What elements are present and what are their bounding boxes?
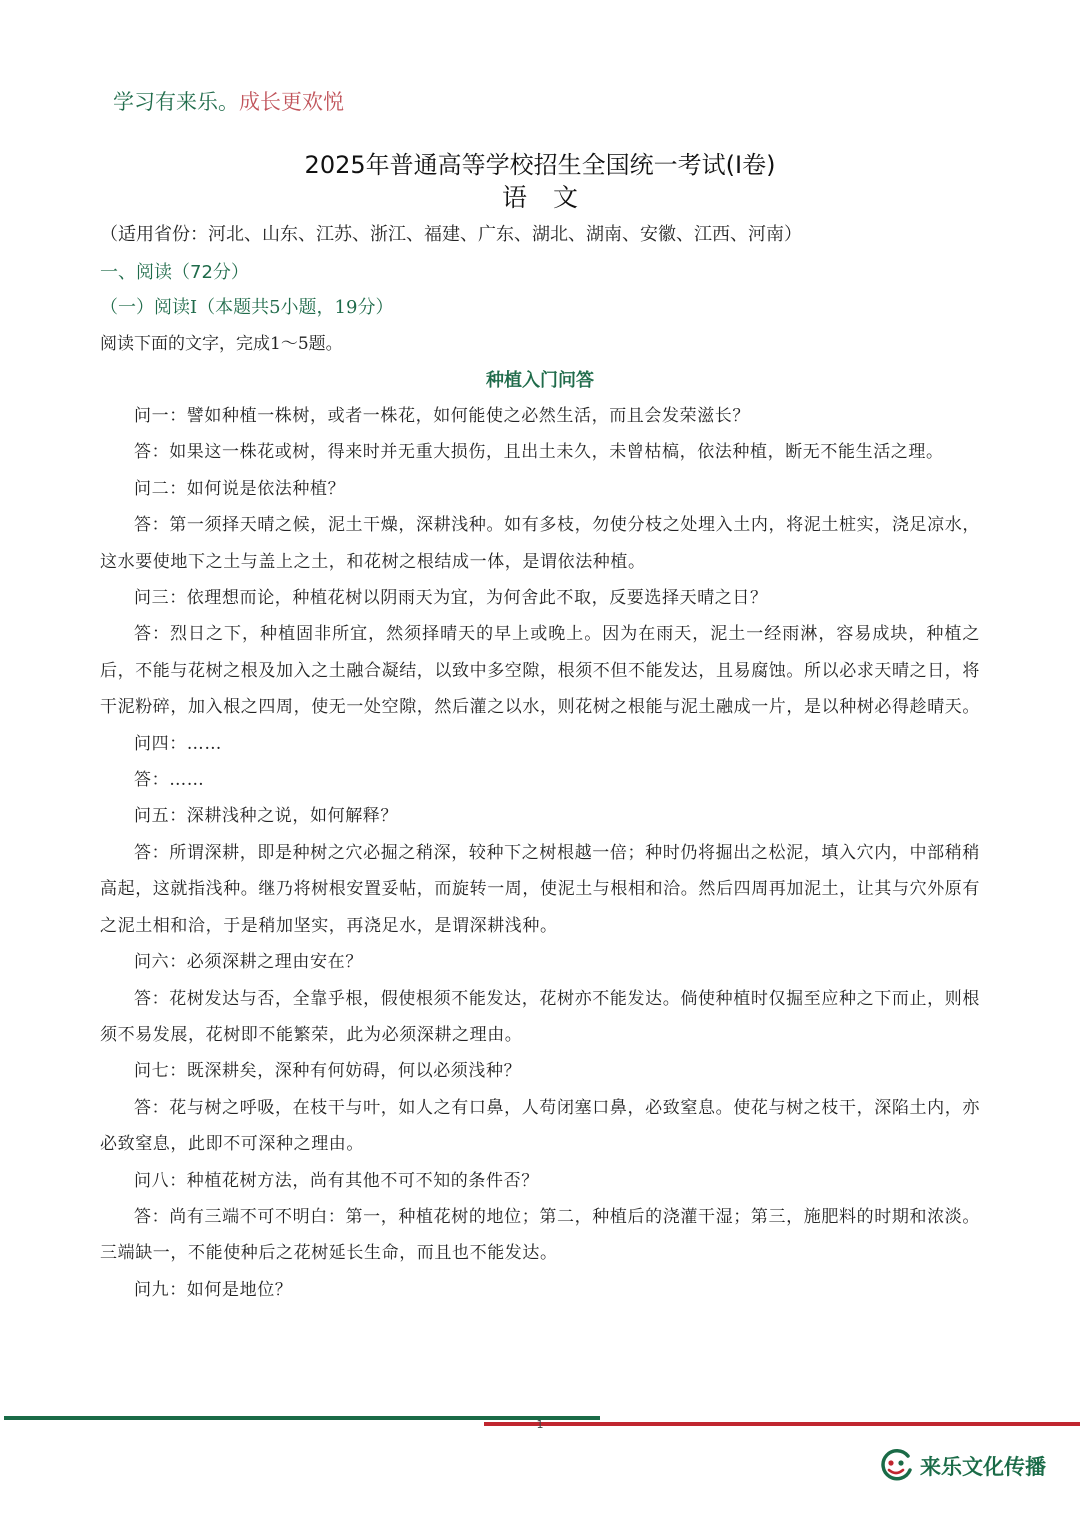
passage-title: 种植入门问答: [486, 370, 594, 391]
footer-rule-red: [484, 1422, 1080, 1426]
reading-instruction: 阅读下面的文字，完成1～5题。: [100, 334, 343, 354]
passage-paragraph: 问四：……: [134, 733, 222, 754]
passage-body: [100, 398, 980, 1308]
passage-paragraph: 答：如果这一株花或树，得来时并无重大损伤，且出土未久，未曾枯槁，依法种植，断无不能生活之理。: [134, 442, 944, 463]
passage-paragraph: 问九：如何是地位？: [134, 1279, 293, 1300]
passage-paragraph: 问七：既深耕矣，深种有何妨碍，何以必须浅种？: [134, 1061, 522, 1082]
passage-paragraph: 答：花树发达与否，全靠乎根，假使根须不能发达，花树亦不能发达。倘使种植时仅掘至应种之下而止，则根须不易发展，花树即不能繁荣，此为必须深耕之理由。: [100, 988, 980, 1045]
applicable-provinces: （适用省份：河北、山东、江苏、浙江、福建、广东、湖北、湖南、安徽、江西、河南）: [100, 224, 802, 245]
passage-paragraph: 问六：必须深耕之理由安在？: [134, 952, 363, 973]
footer-rule-green: [4, 1416, 600, 1420]
passage-paragraph: 答：烈日之下，种植固非所宜，然须择晴天的早上或晚上。因为在雨天，泥土一经雨淋，容易成块，种植之后，不能与花树之根及加入之土融合凝结，以致中多空隙，根须不但不能发达，且易腐蚀。所以必求天晴之日，将干泥粉碎，加入根之四周，使无一处空隙，然后灌之以水，则花树之根能与泥土融成一片，是以种树必得趁晴天。: [100, 624, 980, 718]
smile-circle-icon: [878, 1448, 914, 1484]
passage-paragraph: 答：尚有三端不可不明白：第一，种植花树的地位；第二，种植后的浇灌干湿；第三，施肥料的时期和浓淡。三端缺一，不能使种后之花树延长生命，而且也不能发达。: [100, 1206, 980, 1264]
passage-paragraph: 答：所谓深耕，即是种树之穴必掘之稍深，较种下之树根越一倍；种时仍将掘出之松泥，填入穴内，中部稍稍高起，这就指浅种。继乃将树根安置妥帖，而旋转一周，使泥土与根相和洽。然后四周再加泥土，让其与穴外原有之泥土相和洽，于是稍加坚实，再浇足水，是谓深耕浅种。: [100, 842, 980, 936]
section-heading: 一、阅读（72分）: [100, 262, 249, 283]
footer-brand: [878, 1448, 1046, 1484]
passage-paragraph: 问八：种植花树方法，尚有其他不可不知的条件否？: [134, 1170, 539, 1191]
header-slogan: [113, 86, 344, 116]
exam-title: 2025年普通高等学校招生全国统一考试(Ⅰ卷): [304, 151, 776, 179]
page-number: 1: [536, 1418, 544, 1431]
passage-paragraph: 问一：譬如种植一株树，或者一株花，如何能使之必然生活，而且会发荣滋长？: [134, 406, 750, 426]
passage-paragraph: 问二：如何说是依法种植？: [134, 478, 346, 499]
passage-paragraph: 答：第一须择天晴之候，泥土干燥，深耕浅种。如有多枝，勿使分枝之处埋入土内，将泥土桩实，浇足凉水，这水要使地下之土与盖上之土，和花树之根结成一体，是谓依法种植。: [100, 515, 980, 572]
passage-paragraph: 问五：深耕浅种之说，如何解释？: [134, 806, 398, 827]
subsection-heading: （一）阅读Ⅰ（本题共5小题，19分）: [100, 297, 394, 318]
passage-paragraph: 答：……: [134, 770, 205, 791]
exam-subject: 语文: [501, 183, 604, 212]
passage-paragraph: 答：花与树之呼吸，在枝干与叶，如人之有口鼻，人苟闭塞口鼻，必致窒息。使花与树之枝干，深陷土内，亦必致窒息，此即不可深种之理由。: [100, 1097, 980, 1155]
slogan-part-1: 学习有来乐。: [113, 90, 239, 114]
slogan-part-2: 成长更欢悦: [239, 90, 344, 114]
passage-paragraph: 问三：依理想而论，种植花树以阴雨天为宜，为何舍此不取，反要选择天晴之日？: [134, 588, 768, 609]
brand-name: 来乐文化传播: [920, 1455, 1046, 1479]
